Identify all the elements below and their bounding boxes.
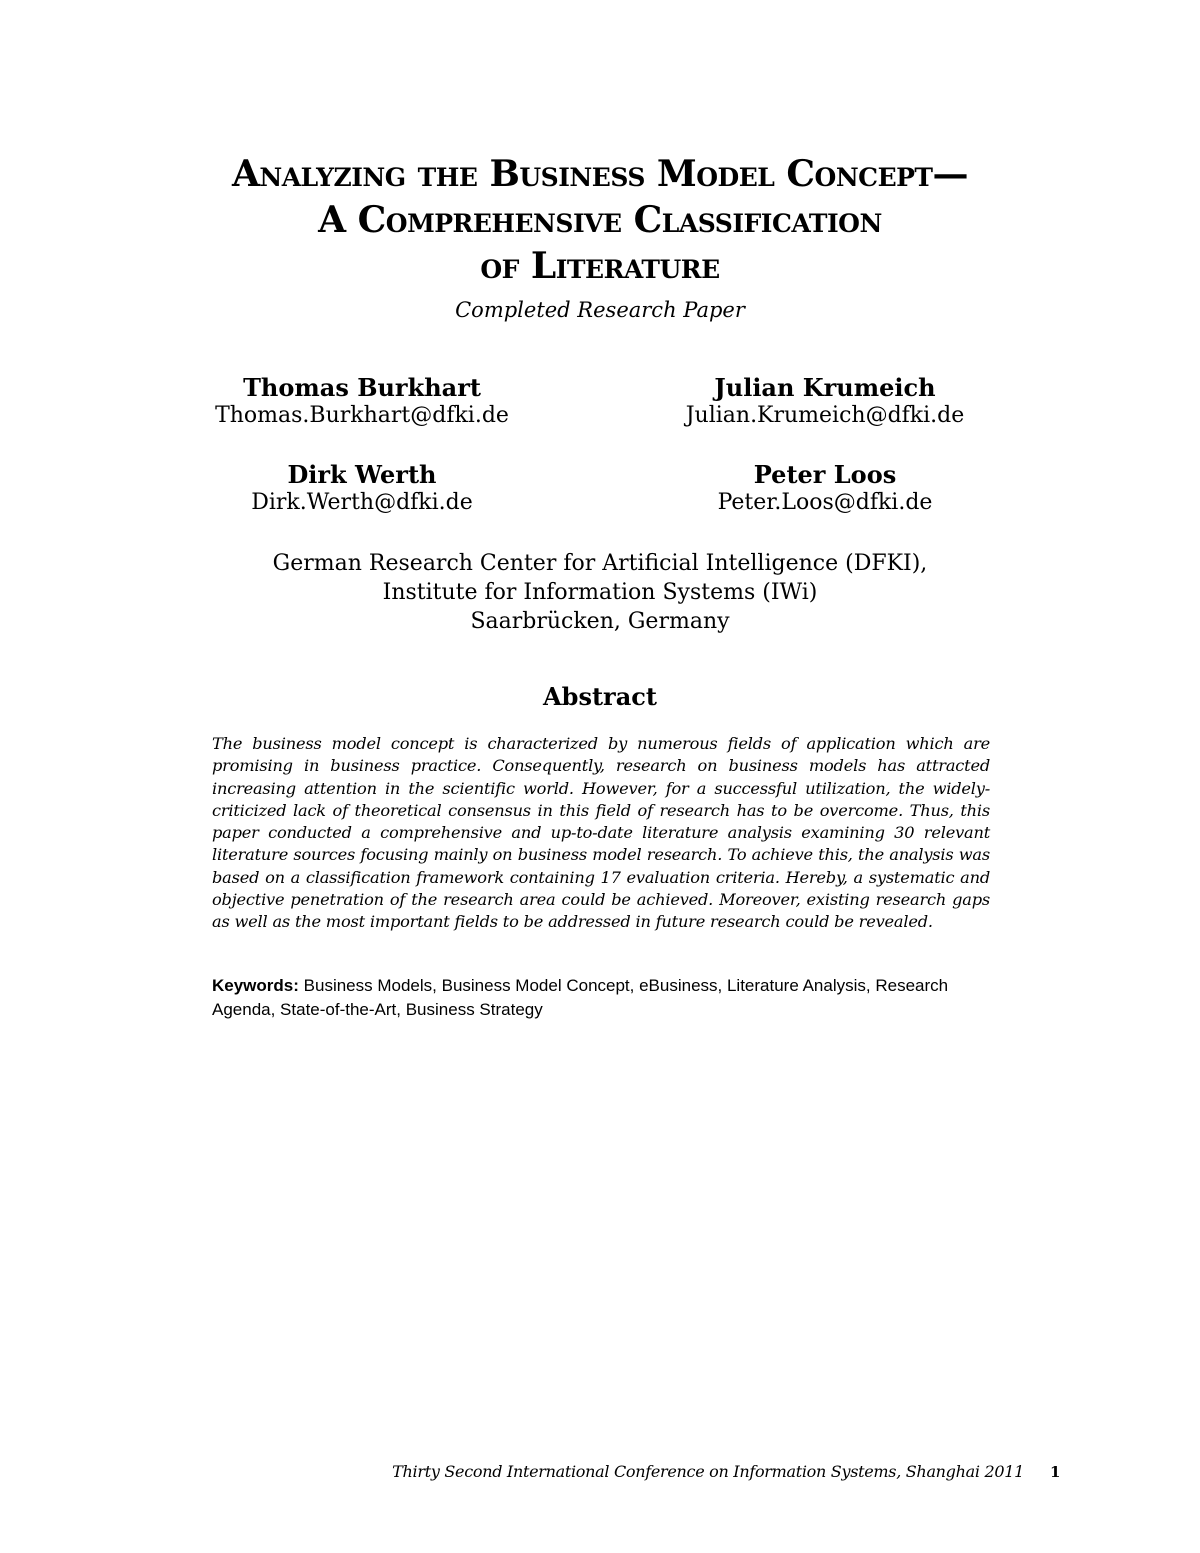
- author-name: Dirk Werth: [287, 460, 437, 489]
- author-block: [615, 461, 1035, 517]
- author-email: Peter.Loos@dfki.de: [717, 490, 933, 515]
- footer-conference: Thirty Second International Conference on Information Systems, Shanghai 2011: [392, 1462, 1024, 1481]
- author-block: [152, 374, 572, 430]
- affiliation-line-2: Institute for Information Systems (IWi): [382, 580, 818, 605]
- keywords-label: Keywords:: [212, 976, 299, 995]
- author-email: Thomas.Burkhart@dfki.de: [215, 403, 509, 428]
- author-email: Dirk.Werth@dfki.de: [251, 490, 473, 515]
- affiliation-line-1: German Research Center for Artificial Intelligence (DFKI),: [272, 551, 928, 576]
- author-block: [615, 374, 1035, 430]
- author-name: Julian Krumeich: [714, 373, 936, 402]
- title-line-1: Analyzing the Business Model Concept—: [231, 153, 969, 195]
- abstract-heading: Abstract: [543, 682, 657, 711]
- author-name: Thomas Burkhart: [243, 373, 481, 402]
- paper-type-subtitle: Completed Research Paper: [455, 298, 745, 322]
- author-email: Julian.Krumeich@dfki.de: [685, 403, 965, 428]
- author-block: [152, 461, 572, 517]
- keywords: [212, 974, 990, 1022]
- abstract-body: The business model concept is characterized by numerous fields of application which are promising in business practice. Consequently, research on business models has attracted increasing attention in the scientific world. However, for a successful utilization, the widely-criticized lack of theoretical consensus in this field of research has to be overcome. Thus, this paper conducted a comprehensive and up-to-date literature analysis examining 30 relevant literature sources focusing mainly on business model research. To achieve this, the analysis was based on a classification framework containing 17 evaluation criteria. Hereby, a systematic and objective penetration of the research area could be achieved. Moreover, existing research gaps as well as the most important fields to be addressed in future research could be revealed.: [212, 734, 990, 932]
- title-line-2: A Comprehensive Classification: [318, 199, 882, 241]
- affiliation-line-3: Saarbrücken, Germany: [470, 609, 730, 634]
- title-line-3: of Literature: [480, 245, 720, 287]
- affiliation: [100, 549, 1100, 636]
- page-number: 1: [1050, 1463, 1061, 1481]
- author-name: Peter Loos: [753, 460, 897, 489]
- keywords-text: Business Models, Business Model Concept, eBusiness, Literature Analysis, Research Agenda, State-of-the-Art, Business Strategy: [212, 976, 949, 1019]
